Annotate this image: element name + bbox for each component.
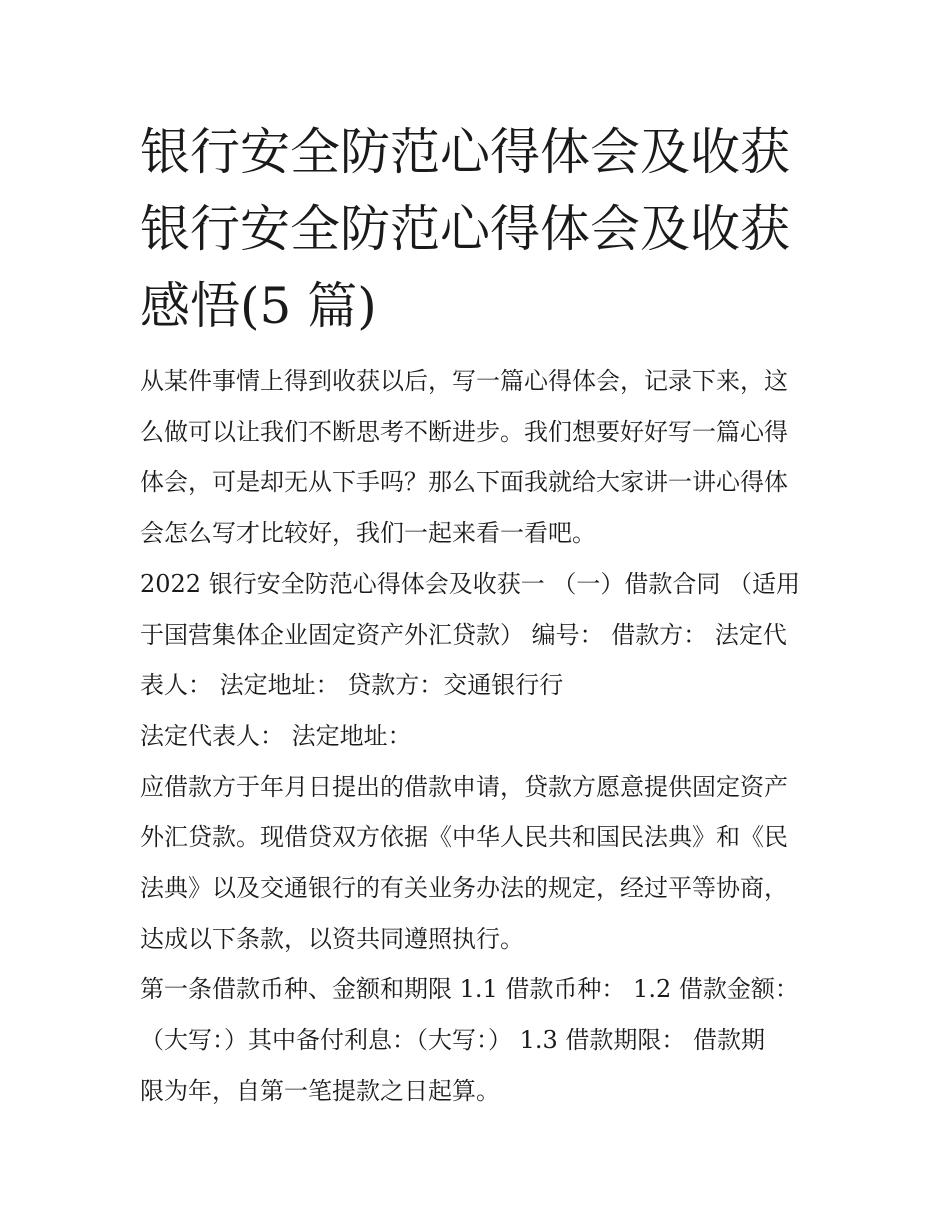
document-body: [140, 356, 820, 1117]
text-line: 于国营集体企业固定资产外汇贷款） 编号： 借款方： 法定代: [140, 620, 787, 649]
title-line: 银行安全防范心得体会及收获: [140, 200, 790, 258]
text-line: 法定代表人： 法定地址：: [140, 721, 412, 750]
title-line: 感悟(5 篇): [140, 277, 377, 335]
intro-paragraph: [140, 356, 820, 559]
text-line: 第一条借款币种、金额和期限 1.1 借款币种： 1.2 借款金额：: [140, 975, 799, 1004]
title-line: 银行安全防范心得体会及收获: [140, 123, 790, 181]
text-line: 达成以下条款，以资共同遵照执行。: [140, 924, 524, 953]
contract-header-paragraph: [140, 559, 820, 711]
text-line: 表人： 法定地址： 贷款方：交通银行行: [140, 671, 564, 700]
text-line: 么做可以让我们不断思考不断进步。我们想要好好写一篇心得: [140, 417, 788, 446]
text-line: 2022 银行安全防范心得体会及收获一 （一）借款合同 （适用: [140, 569, 800, 598]
text-line: 会怎么写才比较好，我们一起来看一看吧。: [140, 519, 596, 548]
document-title: [140, 114, 830, 345]
text-line: 从某件事情上得到收获以后，写一篇心得体会，记录下来，这: [140, 367, 788, 395]
article-one-paragraph: [140, 964, 820, 1116]
text-line: （大写：）其中备付利息：（大写：） 1.3 借款期限： 借款期: [140, 1026, 766, 1055]
text-line: 应借款方于年月日提出的借款申请，贷款方愿意提供固定资产: [140, 772, 788, 801]
application-paragraph: [140, 762, 820, 965]
text-line: 体会，可是却无从下手吗？那么下面我就给大家讲一讲心得体: [140, 468, 788, 497]
text-line: 外汇贷款。现借贷双方依据《中华人民共和国民法典》和《民: [140, 823, 788, 852]
representative-paragraph: [140, 711, 820, 762]
text-line: 法典》以及交通银行的有关业务办法的规定，经过平等协商，: [140, 874, 788, 903]
text-line: 限为年，自第一笔提款之日起算。: [140, 1076, 500, 1105]
